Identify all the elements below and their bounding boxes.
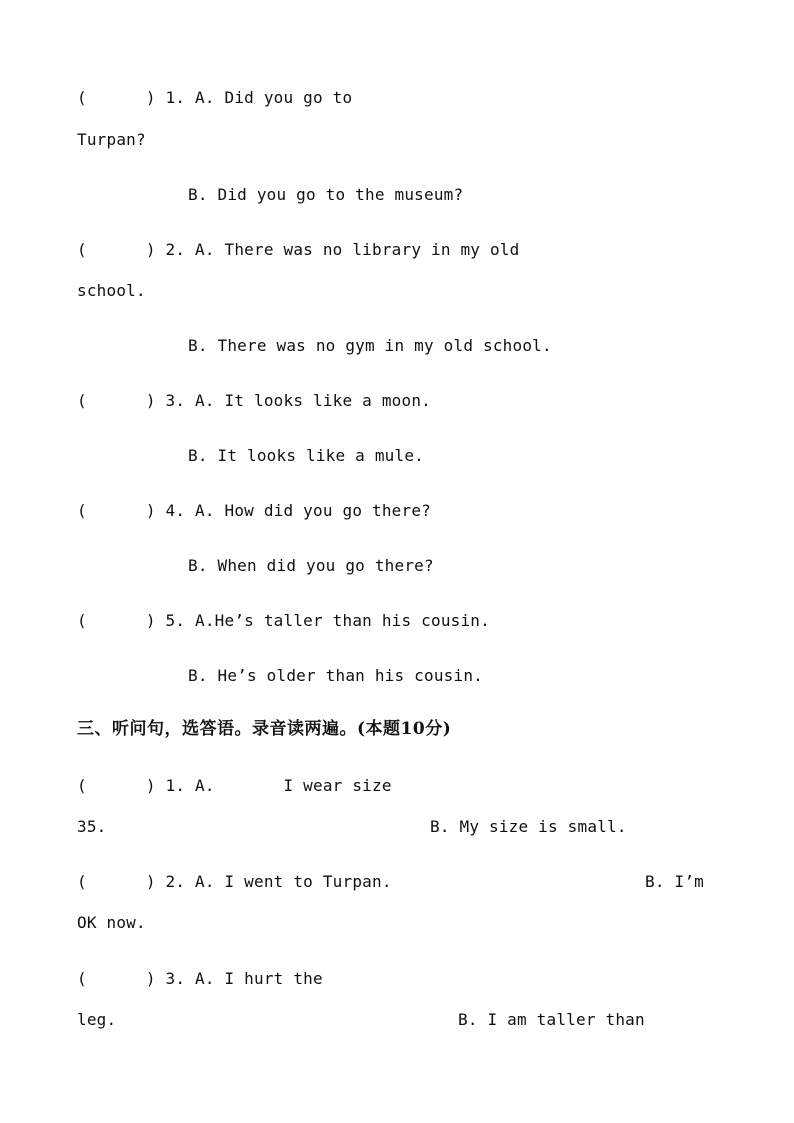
- s3-item3-wrap: leg.: [77, 1010, 117, 1029]
- s3-item3-b: B. I am taller than: [458, 1010, 645, 1029]
- section3-heading: 三、听问句，选答语。录音读两遍。(本题10分): [77, 719, 452, 739]
- s2-item1-a: ( ) 1. A. Did you go to: [77, 88, 353, 107]
- s2-item3-a: ( ) 3. A. It looks like a moon.: [77, 391, 431, 410]
- s3-item3-a: ( ) 3. A. I hurt the: [77, 969, 323, 988]
- s3-item1-b: B. My size is small.: [430, 817, 627, 836]
- s2-item2-a: ( ) 2. A. There was no library in my old: [77, 240, 520, 259]
- s3-item2-a: ( ) 2. A. I went to Turpan.: [77, 872, 392, 891]
- s3-item2-wrap: OK now.: [77, 913, 146, 932]
- s2-item5-a: ( ) 5. A.He’s taller than his cousin.: [77, 611, 490, 630]
- s3-item1-a: ( ) 1. A. I wear size: [77, 776, 392, 795]
- s2-item5-b: B. He’s older than his cousin.: [188, 666, 483, 685]
- s3-item2-b: B. I’m: [645, 872, 704, 891]
- s2-item4-b: B. When did you go there?: [188, 556, 434, 575]
- s2-item2-b: B. There was no gym in my old school.: [188, 336, 552, 355]
- s2-item2-wrap: school.: [77, 281, 146, 300]
- s3-item1-wrap: 35.: [77, 817, 107, 836]
- s2-item3-b: B. It looks like a mule.: [188, 446, 424, 465]
- s2-item1-b: B. Did you go to the museum?: [188, 185, 464, 204]
- s2-item1-wrap: Turpan?: [77, 130, 146, 149]
- s2-item4-a: ( ) 4. A. How did you go there?: [77, 501, 431, 520]
